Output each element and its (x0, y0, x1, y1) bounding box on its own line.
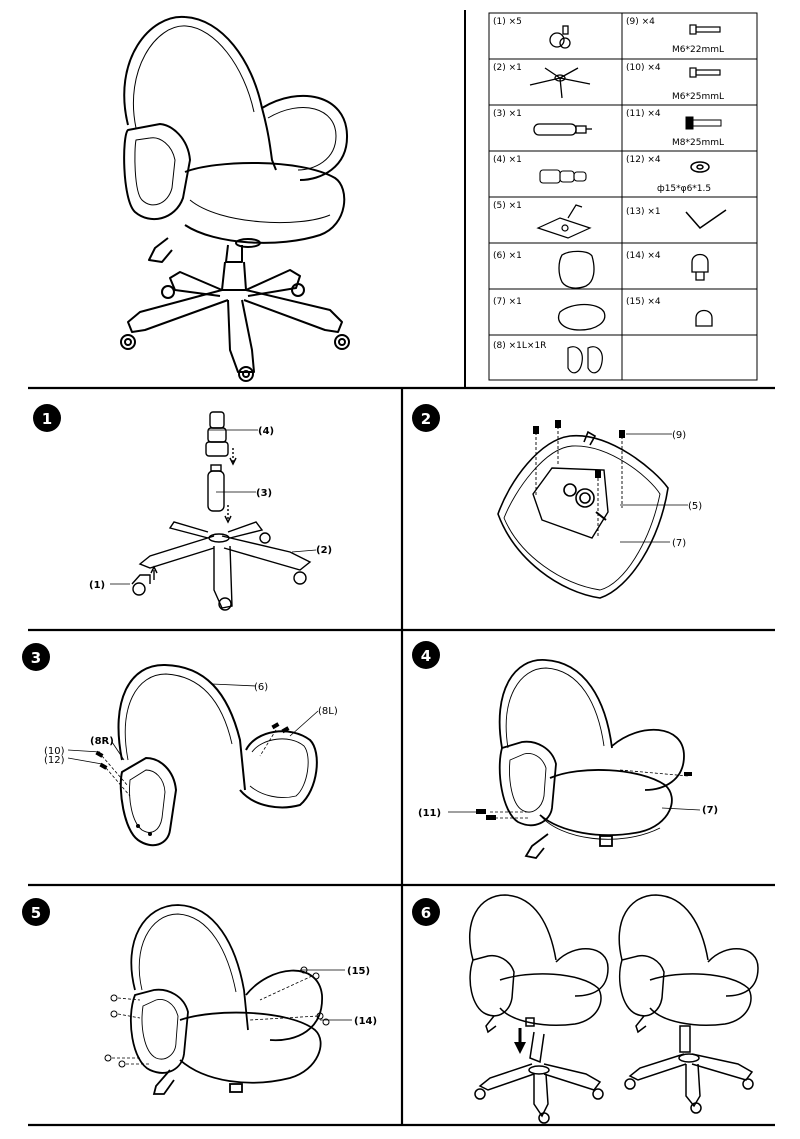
svg-text:(5): (5) (688, 501, 703, 512)
svg-text:M6*25mmL: M6*25mmL (672, 92, 724, 102)
part-cell-13 (626, 207, 726, 228)
svg-text:(10): (10) (44, 746, 65, 757)
svg-text:(14) ×4: (14) ×4 (626, 251, 661, 261)
part-cell-6 (493, 251, 594, 288)
washer-icon (691, 162, 709, 172)
svg-text:(7): (7) (702, 805, 719, 816)
bolt-icon (690, 25, 720, 34)
step-3-panel (22, 643, 338, 845)
part-cell-12 (626, 155, 711, 194)
step-grid (28, 388, 775, 1125)
svg-text:5: 5 (30, 904, 42, 922)
part-cell-14 (626, 251, 708, 280)
svg-text:(2): (2) (316, 545, 333, 556)
svg-text:(14): (14) (354, 1016, 378, 1027)
svg-text:(2) ×1: (2) ×1 (493, 63, 522, 73)
svg-text:(6): (6) (254, 682, 269, 693)
svg-text:(9) ×4: (9) ×4 (626, 17, 655, 27)
part-cell-11 (626, 109, 724, 148)
gas-cylinder-icon (534, 124, 592, 135)
svg-text:(5) ×1: (5) ×1 (493, 201, 522, 211)
svg-text:(7): (7) (672, 538, 687, 549)
allen-key-icon (686, 210, 726, 228)
svg-text:(10) ×4: (10) ×4 (626, 63, 661, 73)
svg-text:M6*22mmL: M6*22mmL (672, 45, 724, 55)
part-cell-15 (626, 297, 712, 326)
parts-table (489, 13, 757, 380)
svg-text:(4) ×1: (4) ×1 (493, 155, 522, 165)
cap-plug-icon (692, 255, 708, 281)
cylinder-cover-icon (540, 170, 586, 183)
mechanism-plate-icon (538, 205, 590, 238)
svg-text:(4): (4) (258, 426, 275, 437)
svg-text:(3) ×1: (3) ×1 (493, 109, 522, 119)
part-cell-3 (493, 109, 592, 135)
step-5-panel (22, 898, 377, 1094)
seat-icon (559, 305, 605, 331)
svg-text:M8*25mmL: M8*25mmL (672, 138, 724, 148)
armrest-pair-icon (568, 347, 602, 373)
bolt-icon (690, 68, 720, 77)
assembled-chair-illustration (121, 17, 349, 381)
part-cell-2 (493, 63, 590, 98)
part-cell-5 (493, 201, 590, 238)
part-cell-10 (626, 63, 724, 102)
step-1-panel (33, 404, 332, 610)
step-4-panel (412, 641, 718, 858)
svg-text:(12): (12) (44, 755, 65, 766)
svg-text:(3): (3) (256, 488, 273, 499)
step-2-panel (412, 404, 702, 598)
svg-text:6: 6 (420, 904, 432, 922)
svg-text:3: 3 (30, 649, 42, 667)
part-cell-7 (493, 297, 605, 330)
svg-text:ф15*φ6*1.5: ф15*φ6*1.5 (657, 184, 712, 194)
part-cell-9 (626, 17, 724, 55)
step-6-panel (412, 895, 758, 1123)
svg-text:(12) ×4: (12) ×4 (626, 155, 661, 165)
svg-text:(1) ×5: (1) ×5 (493, 17, 522, 27)
caster-wheel-icon (550, 26, 570, 48)
svg-text:(11): (11) (418, 808, 442, 819)
svg-text:(8L): (8L) (318, 706, 338, 717)
part-cell-4 (493, 155, 586, 183)
svg-text:(15): (15) (347, 966, 371, 977)
svg-text:1: 1 (41, 410, 53, 428)
svg-text:(13) ×1: (13) ×1 (626, 207, 661, 217)
svg-text:(7) ×1: (7) ×1 (493, 297, 522, 307)
svg-text:(8R): (8R) (90, 736, 114, 747)
svg-text:4: 4 (420, 647, 432, 665)
part-cell-8 (493, 341, 602, 373)
svg-text:(8) ×1L×1R: (8) ×1L×1R (493, 341, 547, 351)
svg-text:(9): (9) (672, 430, 687, 441)
star-base-icon (530, 68, 590, 98)
backrest-icon (559, 251, 594, 288)
cap-plug-icon (696, 311, 712, 327)
svg-text:(15) ×4: (15) ×4 (626, 297, 661, 307)
svg-text:(6) ×1: (6) ×1 (493, 251, 522, 261)
svg-text:2: 2 (420, 410, 432, 428)
part-cell-1 (493, 17, 570, 48)
svg-text:(1): (1) (89, 580, 106, 591)
svg-text:(11) ×4: (11) ×4 (626, 109, 661, 119)
bolt-icon (686, 117, 721, 129)
